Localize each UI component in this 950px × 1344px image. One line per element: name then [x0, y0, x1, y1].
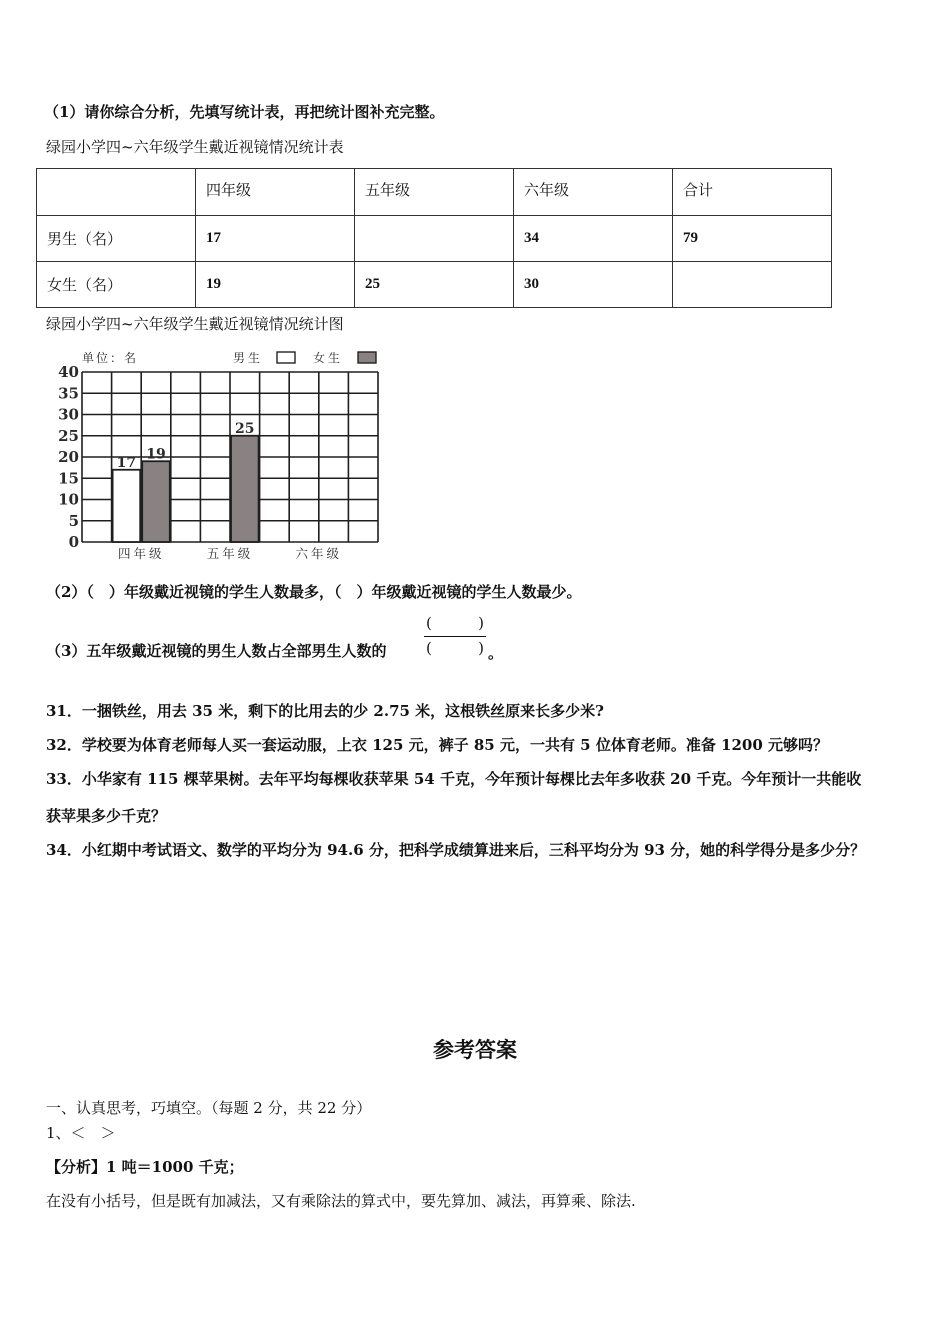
svg-text:5: 5 [68, 511, 79, 530]
cell-girls-total-blank[interactable] [673, 262, 832, 308]
bar-chart [40, 345, 390, 565]
svg-text:0: 0 [68, 533, 79, 551]
cell-girls-grade4: 19 [196, 262, 355, 308]
cell-boys-grade5-blank[interactable] [355, 216, 514, 262]
cell-boys-grade4: 17 [196, 216, 355, 262]
fraction-end-mark: 。 [488, 644, 504, 662]
svg-text:男生: 男生 [233, 351, 264, 365]
answer-explanation: 在没有小括号，但是既有加减法，又有乘除法的算式中，要先算加、减法，再算乘、除法. [46, 1192, 636, 1210]
paren-close: ) [478, 614, 484, 632]
bar-chart-svg [40, 345, 390, 565]
header-cell-empty [37, 169, 196, 216]
header-cell-grade5: 五年级 [355, 169, 514, 216]
problem-33: 33．小华家有 115 棵苹果树。去年平均每棵收获苹果 54 千克，今年预计每棵比去年多收获 20 千克。今年预计一共能收 [46, 770, 862, 788]
svg-text:40: 40 [58, 363, 79, 381]
table-row-girls [37, 262, 832, 308]
svg-text:30: 30 [58, 405, 79, 424]
row-label-girls: 女生（名） [37, 262, 196, 308]
svg-text:20: 20 [58, 448, 79, 466]
answers-section-1: 一、认真思考，巧填空。（每题 2 分，共 22 分） [46, 1099, 372, 1117]
problem-33-cont: 获苹果多少千克？ [46, 807, 167, 825]
header-cell-total: 合计 [673, 169, 832, 216]
svg-text:25: 25 [235, 420, 255, 437]
svg-text:10: 10 [58, 490, 79, 509]
problem-34: 34．小红期中考试语文、数学的平均分为 94.6 分，把科学成绩算进来后，三科平均分为 93 分，她的科学得分是多少分？ [46, 841, 866, 859]
fraction-denominator-blank[interactable] [424, 637, 486, 659]
chart-title: 绿园小学四~六年级学生戴近视镜情况统计图 [46, 315, 344, 333]
svg-text:五年级: 五年级 [206, 546, 254, 561]
answer-item-1: 1、＜ ＞ [46, 1124, 116, 1142]
row-label-boys: 男生（名） [37, 216, 196, 262]
question-part-2: （2）（ ）年级戴近视镜的学生人数最多，（ ）年级戴近视镜的学生人数最少。 [46, 583, 582, 601]
cell-girls-grade6: 30 [514, 262, 673, 308]
table-row-boys [37, 216, 832, 262]
svg-text:15: 15 [58, 469, 79, 488]
table-title: 绿园小学四~六年级学生戴近视镜情况统计表 [46, 138, 344, 156]
answer-analysis: 【分析】1 吨＝1000 千克； [46, 1158, 244, 1176]
svg-text:19: 19 [146, 446, 166, 463]
problem-32: 32．学校要为体育老师每人买一套运动服，上衣 125 元，裤子 85 元，一共有 5 位体育老师。准备 1200 元够吗？ [46, 736, 829, 754]
statistics-table [36, 168, 832, 308]
cell-girls-grade5: 25 [355, 262, 514, 308]
answers-heading: 参考答案 [433, 1038, 517, 1062]
question-part-3 [46, 641, 386, 661]
paren-close: ) [478, 639, 484, 657]
question-part-3-text: （3）五年级戴近视镜的男生人数占全部男生人数的 [46, 642, 387, 660]
svg-text:四年级: 四年级 [117, 546, 165, 561]
fraction-blank [424, 612, 486, 659]
cell-boys-total: 79 [673, 216, 832, 262]
svg-text:17: 17 [116, 454, 137, 471]
svg-text:单位：名: 单位：名 [82, 351, 139, 365]
svg-text:六年级: 六年级 [295, 546, 343, 561]
header-cell-grade4: 四年级 [196, 169, 355, 216]
problem-31: 31．一捆铁丝，用去 35 米，剩下的比用去的少 2.75 米，这根铁丝原来长多少米? [46, 702, 604, 720]
table-header-row [37, 169, 832, 216]
svg-text:25: 25 [58, 426, 79, 445]
header-cell-grade6: 六年级 [514, 169, 673, 216]
cell-boys-grade6: 34 [514, 216, 673, 262]
fraction-numerator-blank[interactable] [424, 612, 486, 634]
question-part-1: （1）请你综合分析，先填写统计表，再把统计图补充完整。 [44, 103, 445, 121]
paren-open: ( [426, 614, 432, 632]
paren-open: ( [426, 639, 432, 657]
svg-text:女生: 女生 [313, 351, 344, 365]
svg-text:35: 35 [58, 384, 79, 403]
